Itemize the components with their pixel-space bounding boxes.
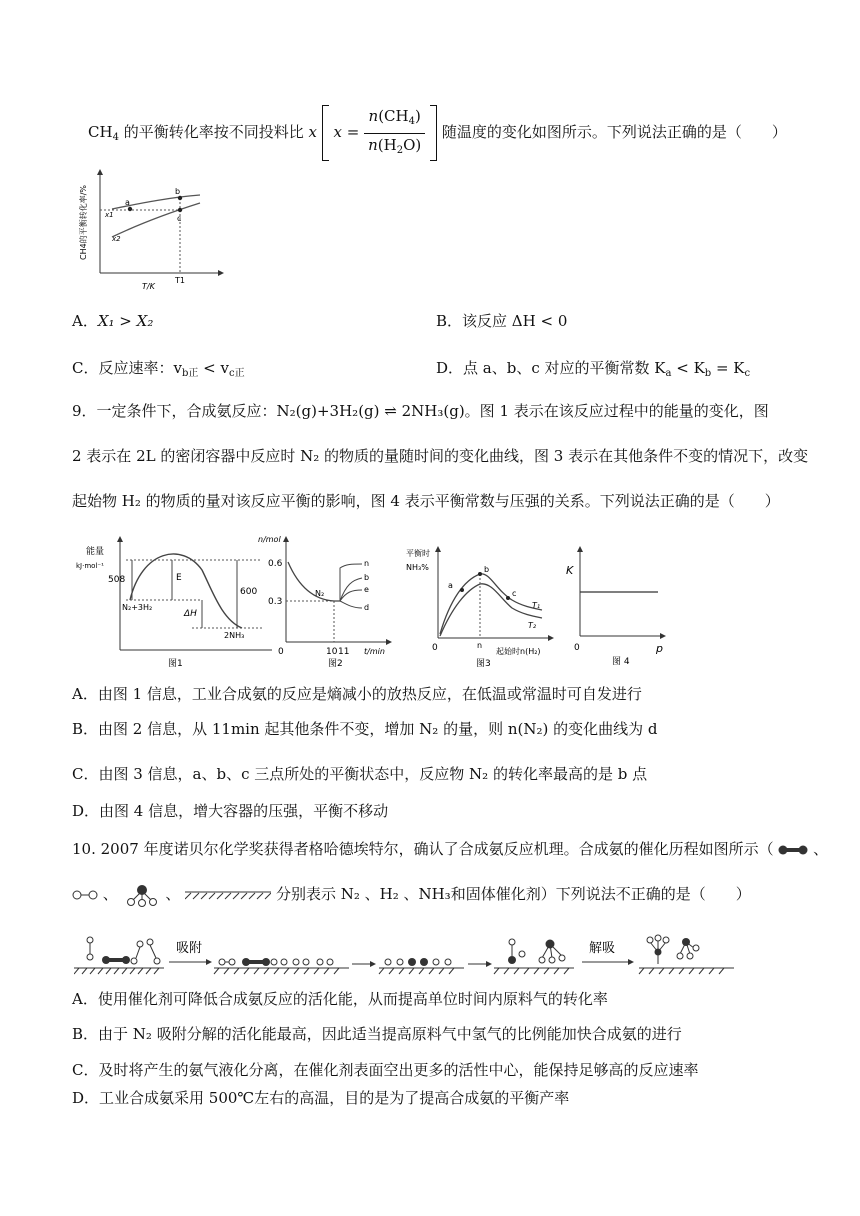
- q10-option-c: C．及时将产生的氨气液化分离，在催化剂表面空出更多的活性中心，能保持足够高的反应速率: [72, 1061, 699, 1079]
- n2-molecule-icon: [778, 843, 808, 857]
- svg-text:600: 600: [240, 587, 258, 597]
- svg-text:K: K: [566, 564, 574, 577]
- svg-text:0: 0: [278, 647, 284, 657]
- q8-option-c: C．反应速率：$v_{b正} < v_{c正}$: [72, 359, 245, 379]
- svg-text:T₁: T₁: [532, 601, 541, 610]
- svg-text:0.6: 0.6: [268, 559, 283, 569]
- q9-fig2-amount-curve: [258, 535, 392, 669]
- svg-text:能量: 能量: [86, 547, 105, 557]
- svg-text:10: 10: [326, 647, 338, 657]
- q9-stem-line3: 起始物 H₂ 的物质的量对该反应平衡的影响，图 4 表示平衡常数与压强的关系。下列说法正确的是（ ）: [72, 492, 780, 510]
- svg-text:T/K: T/K: [142, 282, 155, 291]
- q10-stem-line1: 10. 2007 年度诺贝尔化学奖获得者格哈德埃特尔，确认了合成氨反应机理。合成氨的催化历程如图所示（ 、: [72, 840, 829, 858]
- left-bracket: [322, 105, 329, 161]
- svg-text:508: 508: [108, 575, 126, 585]
- q8-point-a: [128, 207, 132, 211]
- svg-text:d: d: [364, 603, 370, 612]
- svg-text:吸附: 吸附: [176, 941, 203, 956]
- feed-ratio-fraction: $\frac{n(CH_4)}{n(H_2O)}$: [364, 105, 425, 162]
- q10-option-b: B．由于 N₂ 吸附分解的活化能最高，因此适当提高原料气中氢气的比例能加快合成氨的进行: [72, 1025, 682, 1043]
- svg-text:T1: T1: [175, 276, 185, 285]
- svg-text:E: E: [176, 573, 182, 583]
- q9-fig4-k-vs-p: [566, 546, 666, 667]
- svg-text:x1: x1: [105, 211, 114, 219]
- svg-text:b: b: [484, 565, 490, 574]
- svg-text:n: n: [364, 559, 370, 568]
- q8-stem: $CH_4$ 的平衡转化率按不同投料比 x x = $\frac{n(CH_4)}{n(H_2O)}$ 随温度的变化如图所示。下列说法正确的是（ ）: [88, 104, 787, 160]
- svg-text:x2: x2: [112, 235, 121, 243]
- catalyst-surfaces: [74, 968, 734, 974]
- h2-molecule-icon: [72, 888, 98, 902]
- svg-text:11: 11: [338, 647, 350, 657]
- svg-text:解吸: 解吸: [589, 941, 616, 956]
- svg-text:ΔH: ΔH: [184, 609, 197, 619]
- catalyst-surface-icon: [185, 890, 271, 900]
- svg-text:n/mol: n/mol: [258, 535, 281, 544]
- svg-text:n: n: [477, 641, 483, 650]
- svg-text:NH₃%: NH₃%: [406, 563, 429, 572]
- q9-option-b: B．由图 2 信息，从 11min 起其他条件不变，增加 N₂ 的量，则 n(N₂) 的变化曲线为 d: [72, 720, 658, 738]
- svg-text:2NH₃: 2NH₃: [224, 631, 245, 640]
- q9-stem-line1: 9．一定条件下，合成氨反应：N₂(g)+3H₂(g) ⇌ 2NH₃(g)。图 1 表示在该反应过程中的能量的变化，图: [72, 402, 769, 420]
- svg-text:N₂: N₂: [315, 589, 325, 598]
- svg-text:图 4: 图 4: [612, 657, 630, 667]
- svg-text:T₂: T₂: [528, 621, 537, 630]
- q9-fig1-energy-diagram: [76, 536, 272, 669]
- svg-text:c: c: [177, 214, 182, 223]
- svg-text:b: b: [364, 573, 370, 582]
- svg-text:b: b: [175, 187, 181, 196]
- q10-option-d: D．工业合成氨采用 500℃左右的高温，目的是为了提高合成氨的平衡产率: [72, 1089, 570, 1107]
- svg-text:0: 0: [432, 643, 438, 653]
- q8-point-b: [178, 196, 182, 200]
- svg-text:图3: 图3: [476, 659, 491, 669]
- right-bracket: [430, 105, 437, 161]
- q9-option-d: D．由图 4 信息，增大容器的压强，平衡不移动: [72, 802, 389, 820]
- svg-text:kJ·mol⁻¹: kJ·mol⁻¹: [76, 562, 104, 570]
- svg-text:p: p: [656, 642, 663, 655]
- svg-text:a: a: [125, 198, 130, 207]
- q9-stem-line2: 2 表示在 2L 的密闭容器中反应时 N₂ 的物质的量随时间的变化曲线，图 3 表示在其他条件不变的情况下，改变: [72, 447, 809, 465]
- svg-text:图1: 图1: [168, 659, 183, 669]
- q9-figures: [72, 530, 692, 675]
- q8-conversion-chart: [72, 165, 232, 295]
- q8-y-axis-label: CH4的平衡转化率/%: [79, 185, 88, 260]
- q10-stem-line2: 、 、 分别表示 N₂ 、H₂ 、NH₃和固体催化剂）下列说法不正确的是（ ）: [72, 882, 751, 908]
- svg-text:N₂+3H₂: N₂+3H₂: [122, 603, 153, 612]
- q8-option-d: D．点 a、b、c 对应的平衡常数 $K_a < K_b = K_c$: [436, 359, 751, 379]
- svg-text:e: e: [364, 585, 369, 594]
- svg-text:a: a: [448, 581, 453, 590]
- svg-text:t/min: t/min: [364, 647, 385, 656]
- q10-option-a: A．使用催化剂可降低合成氨反应的活化能，从而提高单位时间内原料气的转化率: [72, 990, 608, 1008]
- q8-option-a: A．X₁ > X₂: [72, 312, 154, 330]
- q9-fig3-nh3-curve: [406, 546, 554, 669]
- q9-option-c: C．由图 3 信息，a、b、c 三点所处的平衡状态中，反应物 N₂ 的转化率最高的是 b 点: [72, 765, 648, 783]
- svg-text:平衡时: 平衡时: [406, 549, 430, 558]
- q10-mechanism-diagram: [74, 928, 734, 976]
- q8-point-c: [178, 208, 182, 212]
- svg-text:0: 0: [574, 643, 580, 653]
- q9-option-a: A．由图 1 信息，工业合成氨的反应是熵减小的放热反应，在低温或常温时可自发进行: [72, 685, 642, 703]
- svg-text:0.3: 0.3: [268, 597, 283, 607]
- svg-text:起始时n(H₂): 起始时n(H₂): [496, 647, 541, 656]
- nh3-molecule-icon: [123, 882, 161, 908]
- svg-text:图2: 图2: [328, 659, 343, 669]
- q8-option-b: B．该反应 ΔH < 0: [436, 312, 568, 330]
- svg-text:c: c: [512, 589, 517, 598]
